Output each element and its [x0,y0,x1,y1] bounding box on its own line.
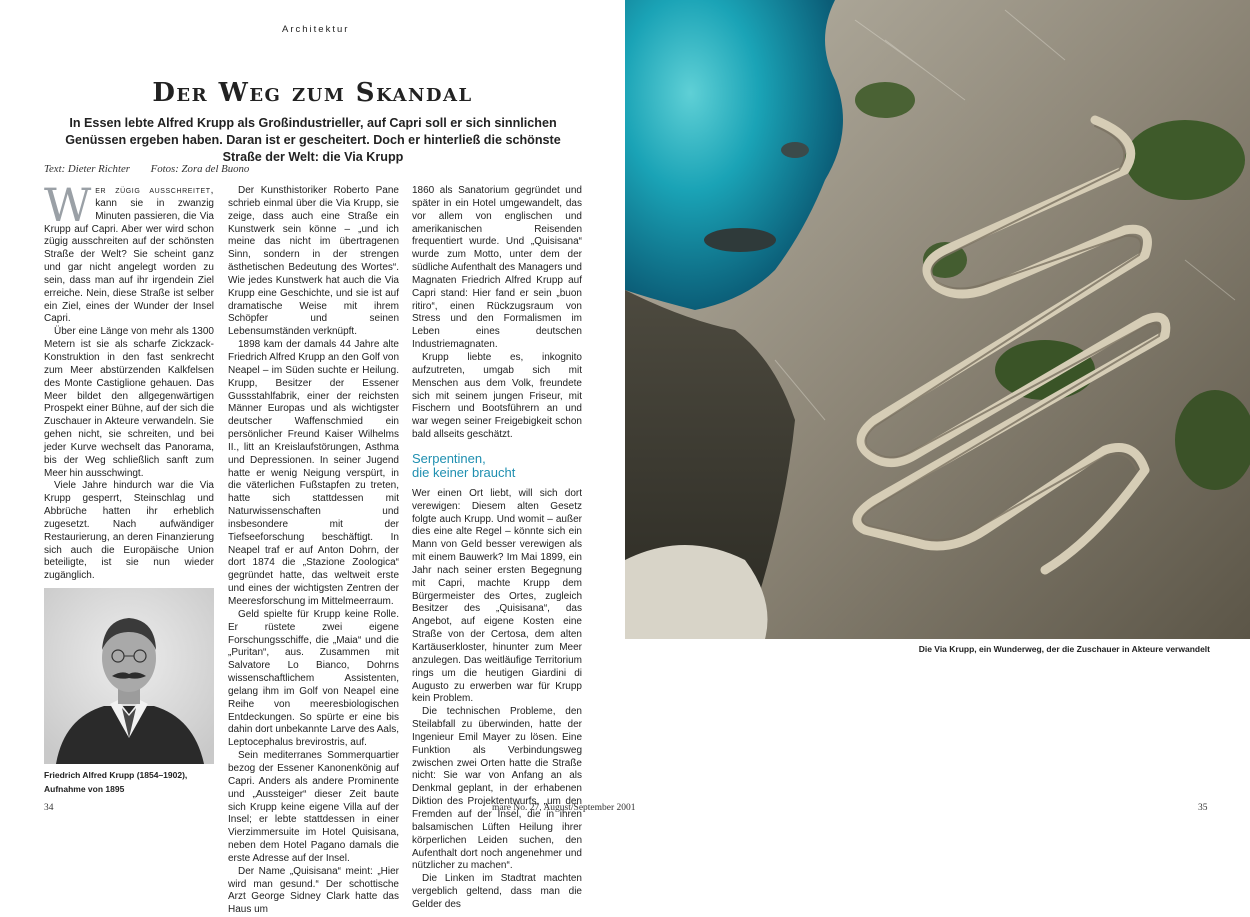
paragraph: Wer zügig ausschreitet, kann sie in zwanzig Minuten passieren, die Via Krupp auf Capri. Aber wer wird schon zügig ausschreiten auf der schönsten Straße der Welt? Sie scheint ganz und gar nicht angelegt worden zu sein, dass man auf ihr irgendein Ziel erreiche. Nein, diese Straße ist selber ein Ziel, eines der Wunder der Insel Capri. [44,178,214,325]
credits [44,163,267,175]
paragraph: Der Name „Quisisana“ meint: „Hier wird man gesund.“ Der schottische Arzt George Sidney Clark hatte das Haus um [228,865,399,916]
subhead: In Essen lebte Alfred Krupp als Großindustrieller, auf Capri soll er sich sinnlichen Genüssen ergeben haben. Daran ist er gescheitert. Doch er hinterließ die schönste Straße der Welt: die Via Krupp [65,116,561,164]
paragraph: Geld spielte für Krupp keine Rolle. Er rüstete zwei eigene Forschungsschiffe, die „Maia“ und die „Puritan“, aus. Zusammen mit Salvatore Lo Bianco, Dohrns wissenschaftlichem Assistenten, gelang ihm im Golf von Neapel eine Reihe von meeresbiologischen Entdeckungen. So spürte er eine bis dahin dort unbekannte Larve des Aals, Leptocephalus brevirostris, auf. [228,608,399,749]
drop-cap: W [44,178,92,232]
paragraph: Viele Jahre hindurch war die Via Krupp gesperrt, Steinschlag und Abbrüche hatten ihr erheblich zugesetzt. Nach aufwändiger Restaurierung, an deren Finanzierung sich auch die Europäische Union beteiligte, ist sie nun wieder zugänglich. [44,480,214,582]
paragraph: Die Linken im Stadtrat machten vergeblich geltend, dass man die Gelder des [412,873,582,910]
paragraph: Die technischen Probleme, den Steilabfall zu überwinden, hatte der Ingenieur Emil Mayer zu lösen. Eine Funktion als Verbindungsweg zwischen zwei Orten hatte die Straße nicht: Sie war von Anfang an als Denkmal geplant, in der erhabenen Diktion des Projektentwurfs, „um den Fremden auf der Insel, die in ihren balsamischen Lüften Heilung ihrer körperlichen Leiden suchen, den Aufenthalt dort noch angenehmer und nützlicher zu machen“. [412,706,582,872]
paragraph: 1860 als Sanatorium gegründet und später in ein Hotel umgewandelt, das vor allem von englischen und amerikanischen Reisenden frequentiert wurde. Und „Quisisana“ wurde zum Motto, unter dem der südliche Aufenthalt des Managers und Magnaten Friedrich Alfred Krupp auf Capri stand: Hier fand er sein „buon ritiro“, einen Rückzugsraum von Stress und den Formalismen im Leben eines deutschen Industriemagnaten. [412,185,582,351]
text-column-2 [228,185,399,917]
page-number-left: 34 [44,803,54,813]
section-label: Architektur [282,24,350,35]
text-credit: Text: Dieter Richter [44,163,130,175]
headline: Der Weg zum Skandal [152,78,473,108]
portrait-caption: Friedrich Alfred Krupp (1854–1902), Aufnahme von 1895 [44,770,188,794]
paragraph: Über eine Länge von mehr als 1300 Metern ist sie als scharfe Zickzack-Konstruktion in den fast senkrecht zum Meer abstürzenden Kalkfelsen des Monte Castiglione gehauen. Das Meer bildet den allgegenwärtigen Prospekt einer Bühne, auf der sich die Zuschauer in Akteure verwandeln. Sie gehen nicht, sie schreiten, und bei jeder Kurve wechselt das Panorama, bis der Weg schließlich sanft zum Meer hin ausschwingt. [44,326,214,479]
paragraph: 1898 kam der damals 44 Jahre alte Friedrich Alfred Krupp an den Golf von Neapel – im Süden suchte er Heilung. Krupp, Besitzer der Essener Gussstahlfabrik, einer der reichsten Männer Europas und als wichtigster deutscher Waffenschmied ein persönlicher Freund Kaiser Wilhelms II., litt an Kreislaufstörungen, Asthma und Depressionen. In seiner Jugend hatte er wenig Neigung verspürt, in die väterlichen Fußstapfen zu treten, hatte sich stattdessen mit Naturwissenschaften und insbesondere mit der Tiefseeforschung beschäftigt. In Neapel traf er auf Anton Dohrn, der dort 1874 die „Stazione Zoologica“ gegründet hatte, das weltweit erste und eines der wichtigsten Zentren der Meeresforschung im Mittelmeerraum. [228,339,399,607]
page-number-right: 35 [1198,803,1208,813]
paragraph: Krupp liebte es, inkognito aufzutreten, umgab sich mit Menschen aus dem Volk, freundete sich mit seinem jungen Friseur, mit Fischern und Bootsführern an und war wegen seiner Freigebigkeit schon bald allseits geschätzt. [412,351,582,441]
photo-caption: Die Via Krupp, ein Wunderweg, der die Zuschauer in Akteure verwandelt [918,644,1210,654]
coastal-serpentine-road-illustration [625,0,1250,639]
intertitle: Serpentinen, die keiner braucht [412,450,516,480]
paragraph: Wer einen Ort liebt, will sich dort verewigen: Diesem alten Gesetz folgte auch Krupp. Und womit – außer dies eine alte Regel – könnte sich ein Mann von Geld besser verewigen als mit einem Bauwerk? Im Mai 1899, ein Jahr nach seiner ersten Begegnung mit Capri, machte Krupp dem Bürgermeister des Ortes, zugleich Besitzer des „Quisisana“, das Angebot, auf eigene Kosten eine Straße von der Certosa, dem alten Kartäuserkloster, hinunter zum Meer anzulegen. Das weitläufige Territorium rings um die heutigen Giardini di Augusto zu erwerben war für Krupp kein Problem. [412,487,582,705]
via-krupp-photo [625,0,1250,639]
lead-in: er zügig ausschreitet, [95,185,214,196]
paragraph: Der Kunsthistoriker Roberto Pane schrieb einmal über die Via Krupp, sie zeige, dass auch eine Straße ein Kunstwerk sein könne – „und ich meine das nicht im übertragenen Sinn, sondern in der strengen ästhetischen Bedeutung des Wortes“. Wie jedes Kunstwerk hat auch die Via Krupp eine Geschichte, und sie ist auf dramatische Weise mit ihrem Schöpfer und seinen Lebensumständen verknüpft. [228,185,399,338]
portrait-illustration [44,588,214,764]
portrait-photo [44,588,214,764]
text-column-1 [44,178,214,583]
photo-credit: Fotos: Zora del Buono [150,163,250,175]
magazine-issue-footer: mare No. 27, August/September 2001 [492,803,636,813]
paragraph: Sein mediterranes Sommerquartier bezog der Essener Kanonenkönig auf Capri. Anders als andere Prominente und „Aussteiger“ dieser Zeit baute sich Krupp keine eigene Villa auf der Insel; er lebte stattdessen in einer Vierzimmersuite im Hotel Quisisana, neben dem Hotel Pagano damals die erste Adresse auf der Insel. [228,750,399,864]
